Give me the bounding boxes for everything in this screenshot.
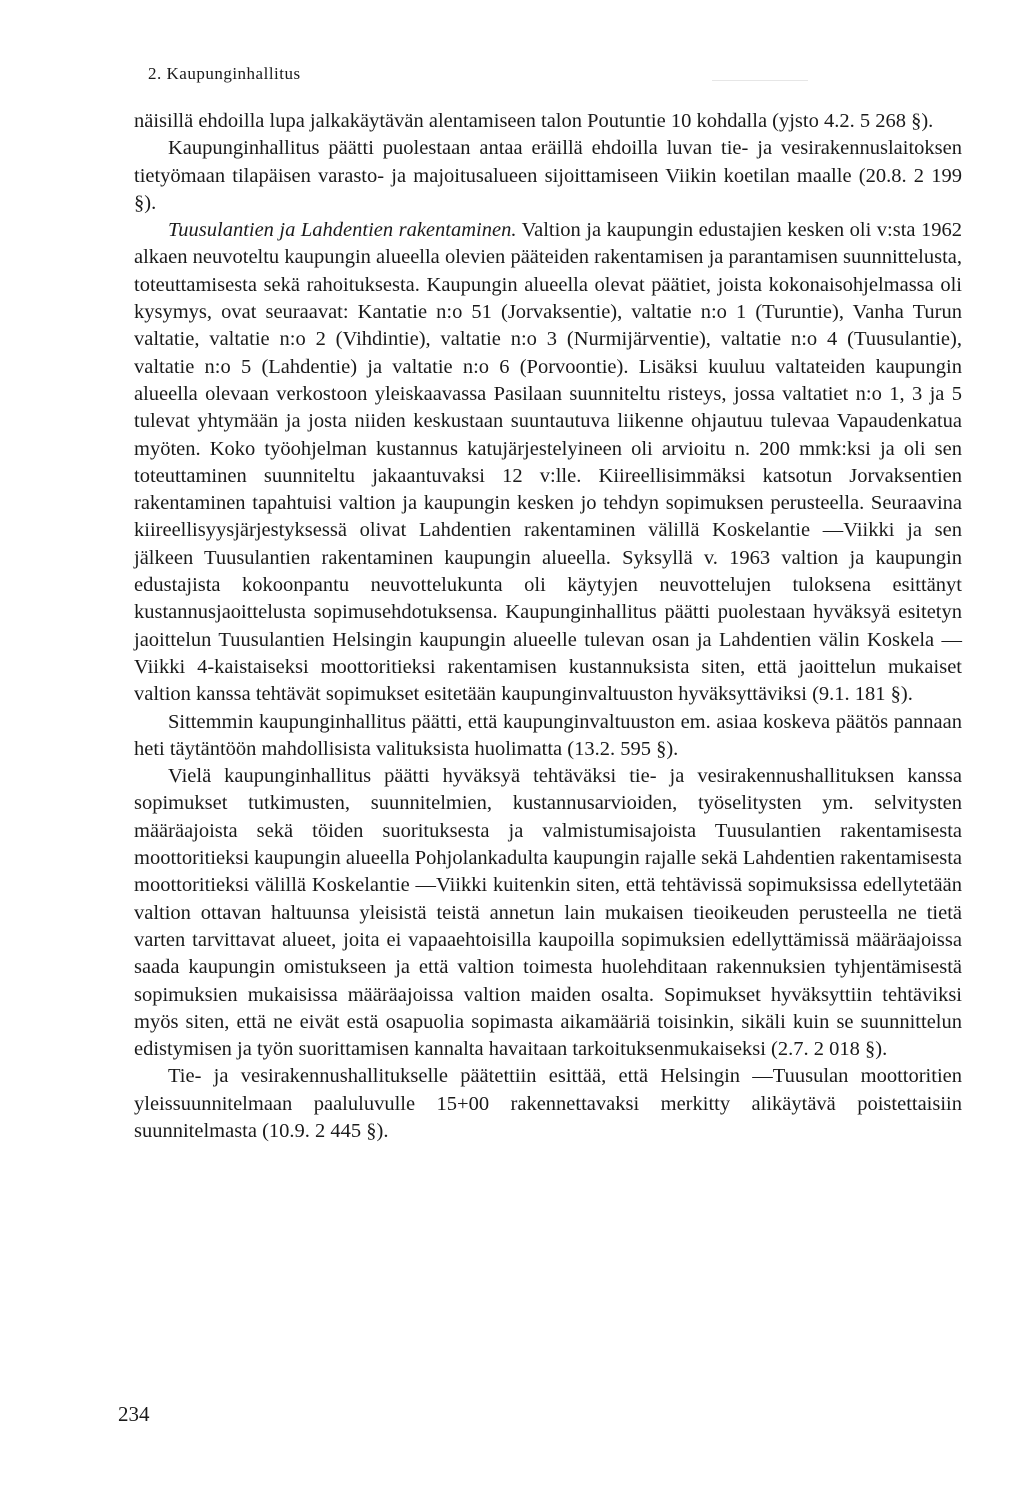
paragraph (134, 709, 962, 764)
header-rule (712, 80, 808, 81)
paragraph-text: Vielä kaupunginhallitus päätti hyväksyä tehtäväksi tie- ja vesirakennushallituksen kanssa sopimukset tutkimusten, suunnitelmien, kustannusarvioiden, työselitysten ym. selvitysten määräajoista sekä töiden suorituksesta ja valmistumisajoista Tuusulantien rakentamisesta moottoritieksi kaupungin alueella Pohjolankadulta kaupungin rajalle sekä Lahdentien rakentamisesta moottoritieksi välillä Koskelantie —Viikki kuitenkin siten, että tehtävissä sopimuksissa edellytetään valtion ottavan haltuunsa yleisistä teistä annetun lain mukaisen tieoikeuden perusteella ne tietä varten tarvittavat alueet, joita ei vapaaehtoisilla kaupoilla sopimuksien edellyttämissä määräajoissa saada kaupungin omistukseen ja että valtion toimesta huolehditaan rakennuksien tyhjentämisestä sopimuksien mukaisissa määräajoissa valtion maiden osalta. Sopimukset hyväksyttiin tehtäviksi myös siten, että ne eivät estä osapuolia sopimasta aikamääriä toisinkin, sikäli kuin se suunnittelun edistymisen ja työn suorittamisen kannalta havaitaan tarkoituksenmukaiseksi (2.7. 2 018 §). (134, 765, 962, 1061)
paragraph (134, 1063, 962, 1145)
paragraph-text: Valtion ja kaupungin edustajien kesken oli v:sta 1962 alkaen neuvoteltu kaupungin alueella olevien pääteiden rakentamisen ja parantamisen suunnittelusta, toteuttamisesta sekä rahoituksesta. Kaupungin alueella olevat päätiet, joista kokonaisohjelmassa oli kysymys, ovat seuraavat: Kantatie n:o 51 (Jorvaksentie), valtatie n:o 1 (Turuntie), Vanha Turun valtatie, valtatie n:o 2 (Vihdintie), valtatie n:o 3 (Nurmijärventie), valtatie n:o 4 (Tuusulantie), valtatie n:o 5 (Lahdentie) ja valtatie n:o 6 (Porvoontie). Lisäksi kuuluu valtateiden kaupungin alueella olevaan verkostoon yleiskaavassa Pasilaan suunniteltu risteys, jossa valtatiet n:o 1, 3 ja 5 tulevat yhtymään ja josta niiden keskustaan suuntautuva liikenne ohjautuu tulevaa Vapaudenkatua myöten. Koko työohjelman kustannus katujärjestelyineen oli arvioitu n. 200 mmk:ksi ja oli sen toteuttaminen suunniteltu jakaantuvaksi 12 v:lle. Kiireellisimmäksi katsotun Jorvaksentien rakentaminen tapahtuisi valtion ja kaupungin kesken jo tehdyn sopimuksen perusteella. Seuraavina kiireellisyysjärjestyksessä olivat Lahdentien rakentaminen välillä Koskelantie —Viikki ja sen jälkeen Tuusulantien rakentaminen kaupungin alueella. Syksyllä v. 1963 valtion ja kaupungin edustajista kokoonpantu neuvottelukunta oli käytyjen neuvottelujen tuloksena esittänyt kustannusjaoittelusta sopimusehdotuksensa. Kaupunginhallitus päätti puolestaan hyväksyä esitetyn jaoittelun Tuusulantien Helsingin kaupungin alueelle tulevan osan ja Lahdentien välin Koskela —Viikki 4-kaistaiseksi moottoritieksi rakentamisen kustannuksista siten, että jaoittelun mukaiset valtion kanssa tehtävät sopimukset esitetään kaupunginvaltuuston hyväksyttäviksi (9.1. 181 §). (134, 219, 962, 706)
paragraph-text: Tie- ja vesirakennushallitukselle päätettiin esittää, että Helsingin —Tuusulan moottoritien yleissuunnitelmaan paaluluvulle 15+00 rakennettavaksi merkitty alikäytävä poistettaisiin suunnitelmasta (10.9. 2 445 §). (134, 1065, 962, 1142)
paragraph-text: Kaupunginhallitus päätti puolestaan antaa eräillä ehdoilla luvan tie- ja vesirakennuslaitoksen tietyömaan tilapäisen varasto- ja majoitusalueen sijoittamiseen Viikin koetilan maalle (20.8. 2 199 §). (134, 137, 962, 214)
paragraph (134, 135, 962, 217)
paragraph-with-heading (134, 217, 962, 708)
run-in-heading: Tuusulantien ja Lahdentien rakentaminen. (168, 219, 517, 242)
paragraph-text: näisillä ehdoilla lupa jalkakäytävän alentamiseen talon Poutuntie 10 kohdalla (yjsto 4.2. 5 268 §). (134, 110, 934, 132)
running-head: 2. Kaupunginhallitus (148, 64, 301, 83)
body-text (134, 108, 962, 1145)
paragraph (134, 763, 962, 1063)
page-number: 234 (118, 1402, 150, 1426)
paragraph-text: Sittemmin kaupunginhallitus päätti, että kaupunginvaltuuston em. asiaa koskeva päätös pannaan heti täytäntöön mahdollisista valituksista huolimatta (13.2. 595 §). (134, 710, 962, 760)
paragraph-continuation (134, 108, 962, 135)
